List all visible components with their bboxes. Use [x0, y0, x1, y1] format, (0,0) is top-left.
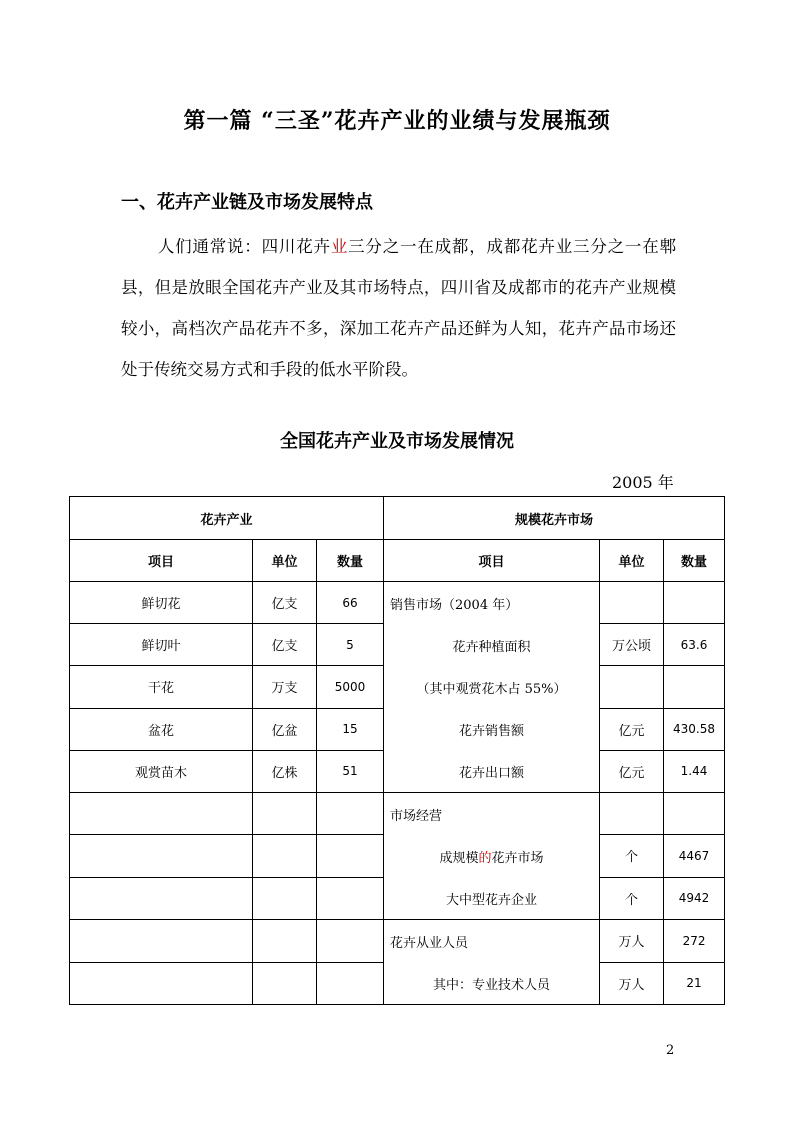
sales-unit: 亿元: [600, 750, 664, 792]
staff-qty: 272: [664, 920, 725, 963]
staff-qty: 21: [664, 962, 725, 1005]
market-unit: 个: [600, 835, 664, 877]
scaled-markets-label: [384, 835, 599, 877]
empty-cell: [317, 877, 384, 919]
paragraph-part1: 人们通常说：四川花卉: [157, 237, 331, 256]
market-operation-cell: [384, 793, 600, 920]
market-qty: 4467: [664, 835, 725, 877]
staff-label: 花卉从业人员: [390, 935, 469, 951]
page-number: 2: [666, 1043, 675, 1058]
flower-industry-table: [69, 496, 725, 1005]
left-item: 观赏苗木: [70, 750, 253, 792]
staff-unit: 万人: [600, 962, 664, 1005]
empty-cell: [253, 793, 317, 835]
left-unit: 亿支: [253, 624, 317, 666]
technical-staff-label: 其中：专业技术人员: [432, 977, 550, 993]
sales-qty: [664, 666, 725, 708]
left-unit: 亿株: [253, 750, 317, 792]
left-qty: 5000: [317, 666, 384, 708]
left-qty: 5: [317, 624, 384, 666]
header-flower-industry: 花卉产业: [70, 497, 384, 540]
export-amount-label: 花卉出口额: [458, 765, 524, 781]
staff-cell: [384, 920, 600, 1005]
table-title: 全国花卉产业及市场发展情况: [280, 431, 514, 452]
header-flower-market: 规模花卉市场: [384, 497, 725, 540]
market-qty: [664, 793, 725, 835]
left-qty: 51: [317, 750, 384, 792]
col-header-unit-right: 单位: [600, 540, 664, 582]
left-unit: 亿支: [253, 582, 317, 624]
market-qty: 4942: [664, 877, 725, 919]
col-header-qty: 数量: [317, 540, 384, 582]
empty-cell: [70, 920, 253, 963]
intro-paragraph: [121, 226, 676, 390]
col-header-item-right: 项目: [384, 540, 600, 582]
sales-qty: 430.58: [664, 708, 725, 750]
market-unit: [600, 793, 664, 835]
staff-unit: 万人: [600, 920, 664, 963]
empty-cell: [317, 962, 384, 1005]
scaled-markets-red-char: 的: [478, 850, 492, 866]
empty-cell: [253, 877, 317, 919]
sales-unit: [600, 582, 664, 624]
empty-cell: [70, 962, 253, 1005]
table-year: 2005 年: [612, 473, 674, 492]
empty-cell: [70, 793, 253, 835]
large-enterprises-label: 大中型花卉企业: [445, 892, 537, 908]
left-unit: 亿盆: [253, 708, 317, 750]
left-item: 盆花: [70, 708, 253, 750]
page-title: 第一篇 “三圣”花卉产业的业绩与发展瓶颈: [183, 108, 611, 134]
paragraph-part2: 三分之一在成都，成都花卉业三分之一在郫县，但是放眼全国花卉产业及其市场特点，四川省及成都市的花卉产业规模较小，高档次产品花卉不多，深加工花卉产品还鲜为人知，花卉产品市场还处于传统交易方式和手段的低水平阶段。: [121, 237, 677, 379]
col-header-unit: 单位: [253, 540, 317, 582]
left-item: 鲜切叶: [70, 624, 253, 666]
sales-market-label: 销售市场（2004 年）: [390, 597, 519, 613]
empty-cell: [70, 835, 253, 877]
scaled-markets-part1: 成规模: [439, 850, 479, 866]
sales-unit: 亿元: [600, 708, 664, 750]
ornamental-share-label: （其中观赏花木占 55%）: [416, 681, 567, 697]
empty-cell: [253, 920, 317, 963]
sales-unit: [600, 666, 664, 708]
scaled-markets-part2: 花卉市场: [491, 850, 544, 866]
empty-cell: [317, 920, 384, 963]
empty-cell: [70, 877, 253, 919]
left-qty: 15: [317, 708, 384, 750]
left-unit: 万支: [253, 666, 317, 708]
left-qty: 66: [317, 582, 384, 624]
planting-area-label: 花卉种植面积: [452, 639, 531, 655]
sales-qty: [664, 582, 725, 624]
paragraph-red-char: 业: [330, 237, 349, 256]
col-header-item: 项目: [70, 540, 253, 582]
empty-cell: [317, 793, 384, 835]
market-operation-label: 市场经营: [390, 808, 443, 824]
empty-cell: [253, 835, 317, 877]
market-unit: 个: [600, 877, 664, 919]
empty-cell: [317, 835, 384, 877]
section-heading: 一、花卉产业链及市场发展特点: [121, 192, 373, 213]
sales-amount-label: 花卉销售额: [458, 723, 524, 739]
left-item: 鲜切花: [70, 582, 253, 624]
sales-qty: 1.44: [664, 750, 725, 792]
left-item: 干花: [70, 666, 253, 708]
empty-cell: [253, 962, 317, 1005]
col-header-qty-right: 数量: [664, 540, 725, 582]
sales-market-cell: [384, 582, 600, 793]
sales-unit: 万公顷: [600, 624, 664, 666]
sales-qty: 63.6: [664, 624, 725, 666]
